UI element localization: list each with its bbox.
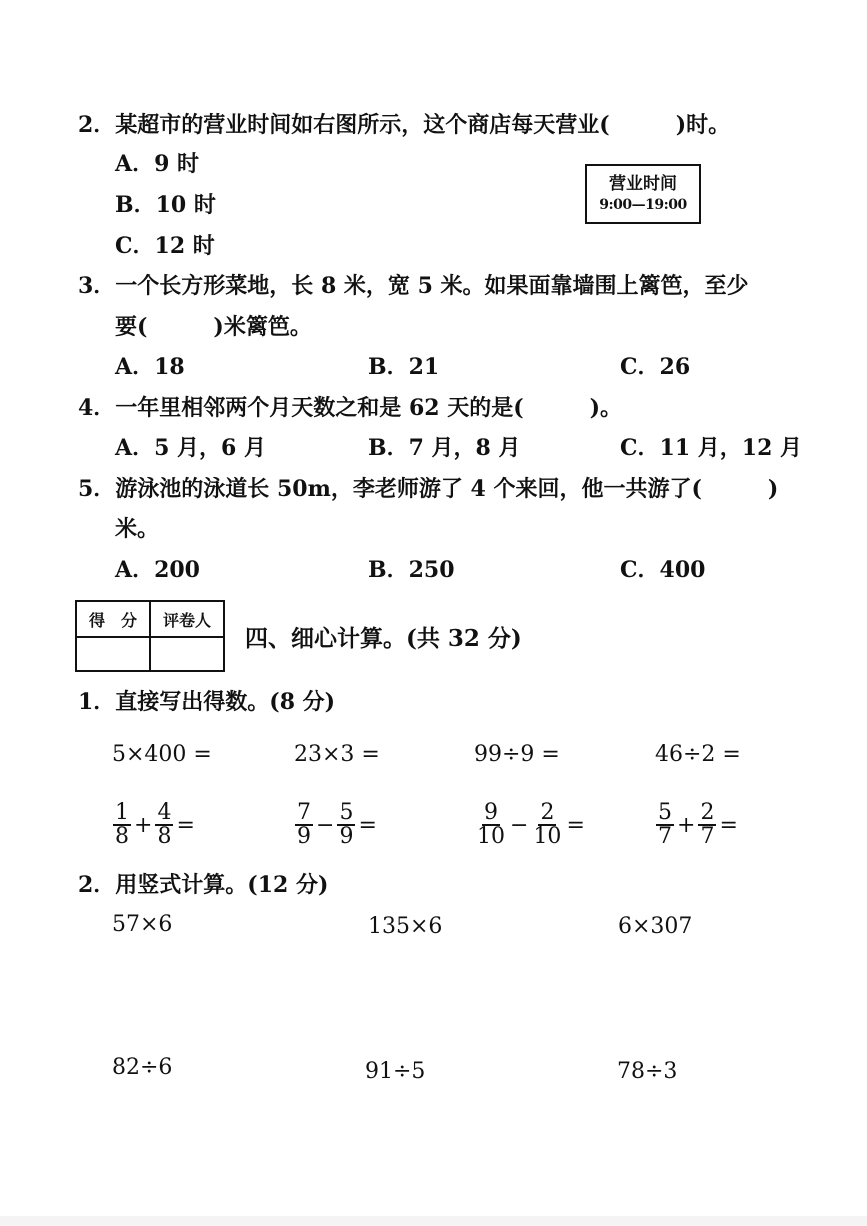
q3-option-a: A．18	[115, 354, 185, 380]
vertical-calc-item: 6×307	[618, 914, 693, 939]
denominator: 10	[533, 824, 562, 849]
q5-option-a: A．200	[115, 557, 200, 583]
denominator: 9	[297, 824, 311, 849]
page-bottom-edge	[0, 1216, 867, 1226]
question-2-text: 2．某超市的营业时间如右图所示，这个商店每天营业( )时。	[78, 112, 731, 138]
calc-item: 5×400 =	[112, 742, 212, 767]
vertical-calc-item: 78÷3	[617, 1059, 678, 1084]
question-3-line1: 3．一个长方形菜地，长 8 米，宽 5 米。如果面靠墙围上篱笆，至少	[78, 273, 749, 299]
q4-option-a: A．5 月，6 月	[115, 435, 267, 461]
vertical-calc-item: 91÷5	[365, 1059, 426, 1084]
equals-sign: =	[176, 812, 195, 838]
numerator: 5	[658, 800, 672, 825]
numerator: 2	[540, 800, 555, 825]
q2-option-b: B．10 时	[115, 192, 216, 218]
numerator: 2	[700, 800, 715, 825]
vertical-calc-item: 82÷6	[112, 1055, 173, 1080]
q5-option-c: C．400	[620, 557, 706, 583]
fraction-expression	[294, 802, 379, 848]
calc-item: 46÷2 =	[655, 742, 741, 767]
numerator: 4	[157, 800, 172, 825]
q4-option-c: C．11 月，12 月	[620, 435, 803, 461]
fraction-expression	[655, 802, 740, 848]
denominator: 7	[700, 824, 715, 849]
calc-item: 99÷9 =	[474, 742, 560, 767]
operator: +	[677, 812, 696, 838]
equals-sign: =	[566, 812, 585, 838]
grader-cell[interactable]	[150, 637, 224, 671]
vertical-calc-item: 135×6	[368, 914, 443, 939]
q3-option-c: C．26	[620, 354, 691, 380]
numerator: 9	[484, 800, 498, 825]
operator: +	[134, 812, 153, 838]
fraction-expression	[474, 802, 587, 848]
section-4-title: 四、细心计算。(共 32 分)	[245, 625, 522, 652]
equals-sign: =	[358, 812, 377, 838]
operator: −	[510, 812, 529, 838]
equals-sign: =	[719, 812, 738, 838]
denominator: 10	[477, 824, 505, 849]
denominator: 8	[115, 824, 129, 849]
part-2-title: 2．用竖式计算。(12 分)	[78, 872, 329, 898]
denominator: 8	[157, 824, 172, 849]
vertical-calc-item: 57×6	[112, 912, 173, 937]
grader-label: 评卷人	[150, 601, 224, 637]
q4-option-b: B．7 月，8 月	[368, 435, 521, 461]
score-label: 得 分	[76, 601, 150, 637]
sign-title: 营业时间	[609, 174, 677, 194]
numerator: 5	[339, 800, 354, 825]
question-4-text: 4．一年里相邻两个月天数之和是 62 天的是( )。	[78, 395, 623, 421]
denominator: 9	[339, 824, 354, 849]
q2-option-c: C．12 时	[115, 233, 215, 259]
business-hours-sign	[585, 164, 701, 224]
q5-option-b: B．250	[368, 557, 455, 583]
question-5-line2: 米。	[115, 516, 160, 542]
part-1-title: 1．直接写出得数。(8 分)	[78, 689, 336, 715]
numerator: 7	[297, 800, 311, 825]
calc-item: 23×3 =	[294, 742, 380, 767]
q3-option-b: B．21	[368, 354, 440, 380]
question-3-line2: 要( )米篱笆。	[115, 314, 312, 340]
q2-option-a: A．9 时	[115, 151, 200, 177]
fraction-expression	[112, 802, 197, 848]
question-5-line1: 5．游泳池的泳道长 50m，李老师游了 4 个来回，他一共游了( )	[78, 476, 779, 502]
score-cell[interactable]	[76, 637, 150, 671]
score-box	[75, 600, 225, 672]
sign-hours: 9:00—19:00	[599, 197, 687, 213]
denominator: 7	[658, 824, 672, 849]
numerator: 1	[115, 800, 129, 825]
operator: −	[316, 812, 335, 838]
